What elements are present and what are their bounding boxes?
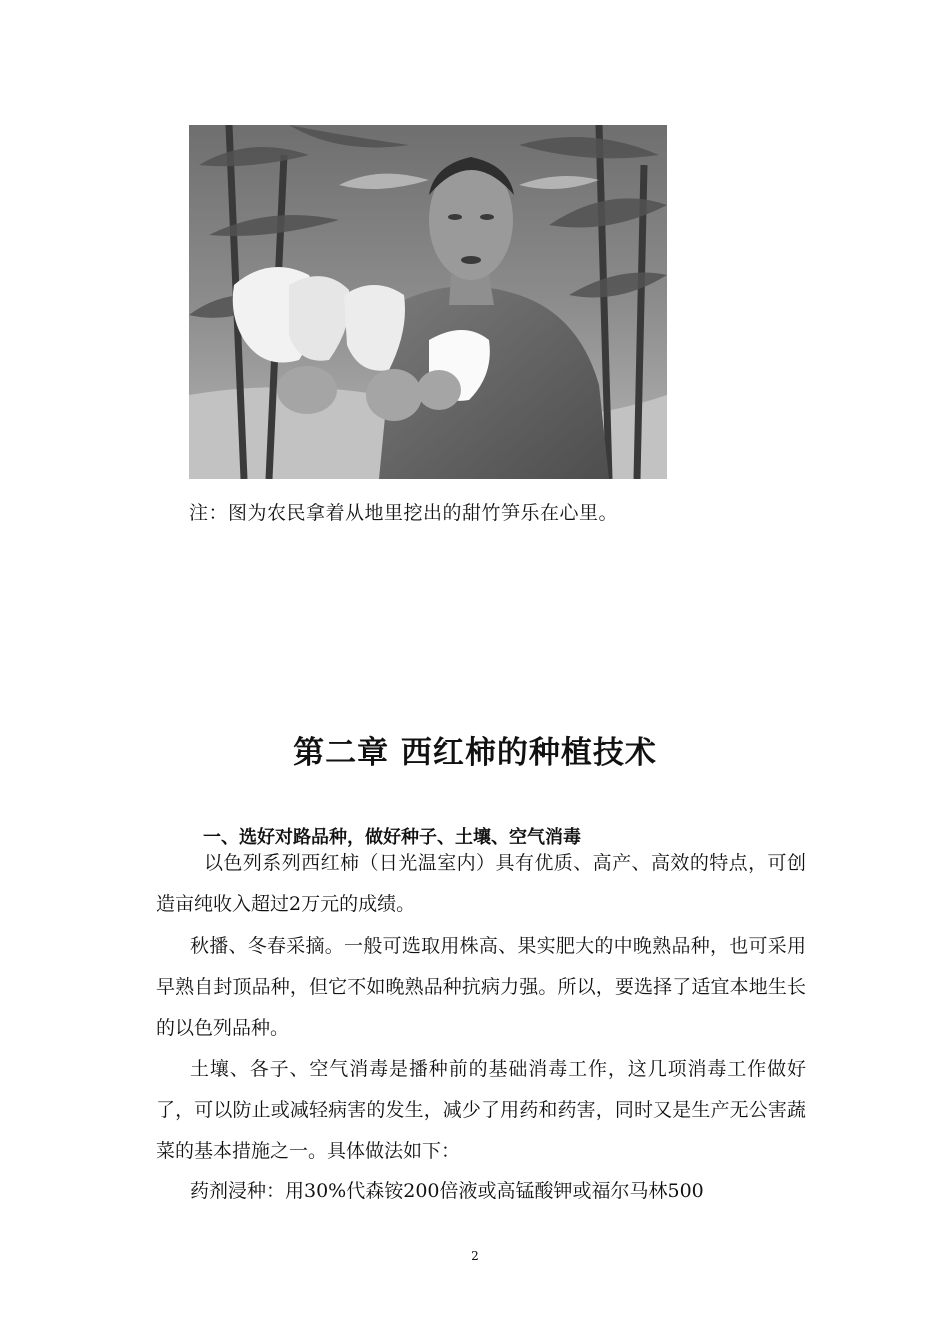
page-number: 2: [471, 1249, 479, 1263]
photo-caption: 注：图为农民拿着从地里挖出的甜竹笋乐在心里。: [189, 502, 619, 524]
farmer-photo: [189, 125, 667, 479]
paragraph: 药剂浸种：用30%代森铵200倍液或高锰酸钾或福尔马林500: [190, 1180, 704, 1202]
paragraph: 以色列系列西红柿（日光温室内）具有优质、高产、高效的特点，可创造亩纯收入超过2万元的成绩。: [156, 852, 806, 915]
section-heading: 一、选好对路品种，做好种子、土壤、空气消毒: [203, 827, 581, 848]
chapter-title: 第二章 西红柿的种植技术: [293, 735, 657, 771]
paragraph: 秋播、冬春采摘。一般可选取用株高、果实肥大的中晚熟品种，也可采用早熟自封顶品种，但它不如晚熟品种抗病力强。所以，要选择了适宜本地生长的以色列品种。: [156, 935, 806, 1039]
paragraph: 土壤、各子、空气消毒是播种前的基础消毒工作，这几项消毒工作做好了，可以防止或减轻病害的发生，减少了用药和药害，同时又是生产无公害蔬菜的基本措施之一。具体做法如下：: [156, 1058, 806, 1162]
